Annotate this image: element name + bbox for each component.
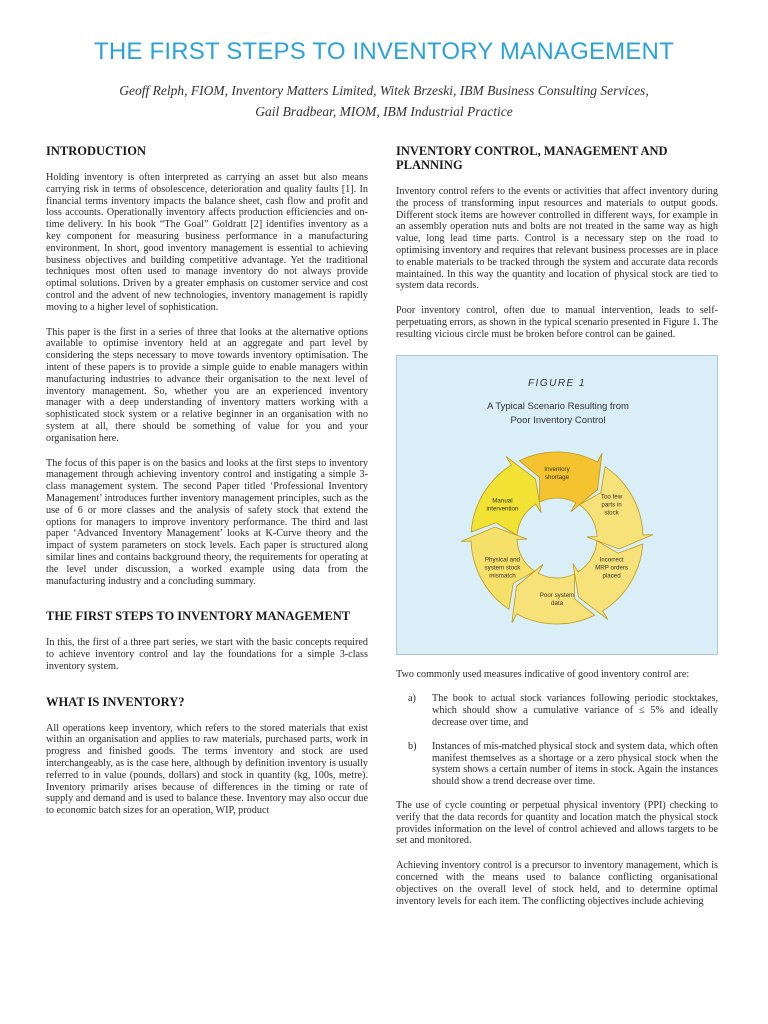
left-column <box>46 144 368 830</box>
cycle-arrow-label: Too few parts in stock <box>600 493 623 517</box>
cycle-arrow-label: Physical and system stock mismatch <box>484 556 521 580</box>
list-marker: b) <box>408 740 417 752</box>
paragraph: In this, the first of a three part series, we start with the basic concepts required to achieve inventory control and lay the foundations for a simple 3-class inventory system. <box>46 637 368 672</box>
heading-what-is-inventory: WHAT IS INVENTORY? <box>46 694 185 709</box>
figure-caption-line-2: Poor Inventory Control <box>510 414 606 426</box>
list-item <box>396 693 718 728</box>
paragraph: Poor inventory control, often due to manual intervention, leads to self-perpetuating errors, as shown in the typical scenario presented in Figure 1. The resulting vicious circle must be broken before control can be gained. <box>396 305 718 340</box>
list-item-text: The book to actual stock variances following periodic stocktakes, which should show a cumulative variance of ≤ 5% and ideally decrease over time, and <box>432 693 718 728</box>
cycle-arrow-label: Inventory shortage <box>544 465 570 481</box>
cycle-arrow-label: Poor system data <box>539 591 575 607</box>
paragraph: All operations keep inventory, which refers to the stored materials that exist within an organisation and applies to raw materials, purchased parts, work in progress and finished goods. The terms inventory and stock are used interchangeably, as is the case here, although by definition inventory is usually referred to in value (pounds, dollars) and stock in quantity (kg, 100s, metre). Inventory primarily arises because of differences in the timing or rate of supply and demand and is used to balance these. Inventory may also occur due to economic batch sizes for an operation, WIP, product <box>46 722 368 817</box>
right-column <box>396 144 718 920</box>
authors-line-1: Geoff Relph, FIOM, Inventory Matters Limited, Witek Brzeski, IBM Business Consulting Services, <box>119 83 649 98</box>
heading-inventory-control: INVENTORY CONTROL, MANAGEMENT AND PLANNING <box>396 144 668 172</box>
paragraph: The focus of this paper is on the basics and looks at the first steps to inventory management through achieving inventory control and instigating a simple 3-class management system. The second Paper titled ‘Professional Inventory Management’ introduces further inventory management principles, such as the use of 6 or more classes and the analysis of safety stock that extend the options for managers to improve inventory performance. The third and last paper ‘Advanced Inventory Management’ looks at K-Curve theory and the impact of system parameters on stock levels. Each paper is structured along similar lines and contains background theory, the requirements for operating at the level under discussion, a worked example using data from the manufacturing industry and a concluding summary. <box>46 457 368 587</box>
list-marker: a) <box>408 693 416 705</box>
paragraph: The use of cycle counting or perpetual physical inventory (PPI) checking to verify that the data records for quantity and location match the physical stock provides information on the level of control achieved and allows targets to be set and monitored. <box>396 799 718 847</box>
paragraph: This paper is the first in a series of three that looks at the alternative options available to optimise inventory held at an aggregate and part level by considering the steps necessary to move towards inventory optimisation. The intent of these papers is to provide a simple guide to enable managers within manufacturing industries to advance their organisation to the next level of inventory management. So, whether you are an experienced inventory manager with a deep understanding of inventory matters working with a sophisticated stock system or a relative beginner in an organisation with no system at all, there should be something of value for you and your organisation here. <box>46 326 368 444</box>
cycle-arrow-label: Incorrect MRP orders placed <box>595 556 629 580</box>
measures-list <box>396 693 718 788</box>
paragraph: Achieving inventory control is a precursor to inventory management, which is concerned with the means used to balance conflicting organisational objectives on the overall level of stock held, and to determine optimal inventory levels for each item. The conflicting objectives include achieving <box>396 860 718 907</box>
authors-line-2: Gail Bradbear, MIOM, IBM Industrial Practice <box>255 104 513 119</box>
paragraph: Two commonly used measures indicative of good inventory control are: <box>396 668 690 680</box>
list-item <box>396 741 718 788</box>
list-item-text: Instances of mis-matched physical stock and system data, which often manifest themselves as a shortage or a zero physical stock when the system shows a certain number of items in stock. Again the instances should show a trend decrease over time. <box>432 740 718 788</box>
figure-caption-line-1: A Typical Scenario Resulting from <box>487 400 629 412</box>
paragraph: Holding inventory is often interpreted as carrying an asset but also means carrying risk in terms of obsolescence, deterioration and quality faults [1]. In financial terms inventory impacts the balance sheet, cash flow and profit and loss accounts. Operationally inventory affects production efficiencies and on-time delivery. In his book “The Goal” Goldratt [2] identifies inventory as a key component for measuring business performance in a manufacturing environment. In short, good inventory management is essential to achieving business objectives and building competitive advantage. Yet the traditional techniques most often used to manage inventory do not always provide optimal solutions. Driven by a greater emphasis on customer service and cost control and the advent of new technologies, inventory management is rapidly moving to a higher level of sophistication. <box>46 172 368 313</box>
figure-1 <box>396 355 718 655</box>
cycle-arrow-label: Manual intervention <box>486 497 519 513</box>
heading-introduction: INTRODUCTION <box>46 144 147 158</box>
figure-label: FIGURE 1 <box>527 377 587 389</box>
cycle-diagram <box>397 356 717 654</box>
page-title: THE FIRST STEPS TO INVENTORY MANAGEMENT <box>94 38 674 65</box>
paragraph: Inventory control refers to the events or activities that affect inventory during the process of transforming input resources and materials to output goods. Different stock items are however controlled in different ways, for example in an assembly operation nuts and bolts are not treated in the same way as high value, long lead time parts. Control is a necessary step on the road to optimising inventory and requires that relevant business processes are in place to enable materials to be tracked through the system and accurate data records maintained. In this way the quantity and location of physical stock are tied to system data records. <box>396 186 718 292</box>
heading-first-steps: THE FIRST STEPS TO INVENTORY MANAGEMENT <box>46 609 351 624</box>
authors <box>40 80 728 122</box>
